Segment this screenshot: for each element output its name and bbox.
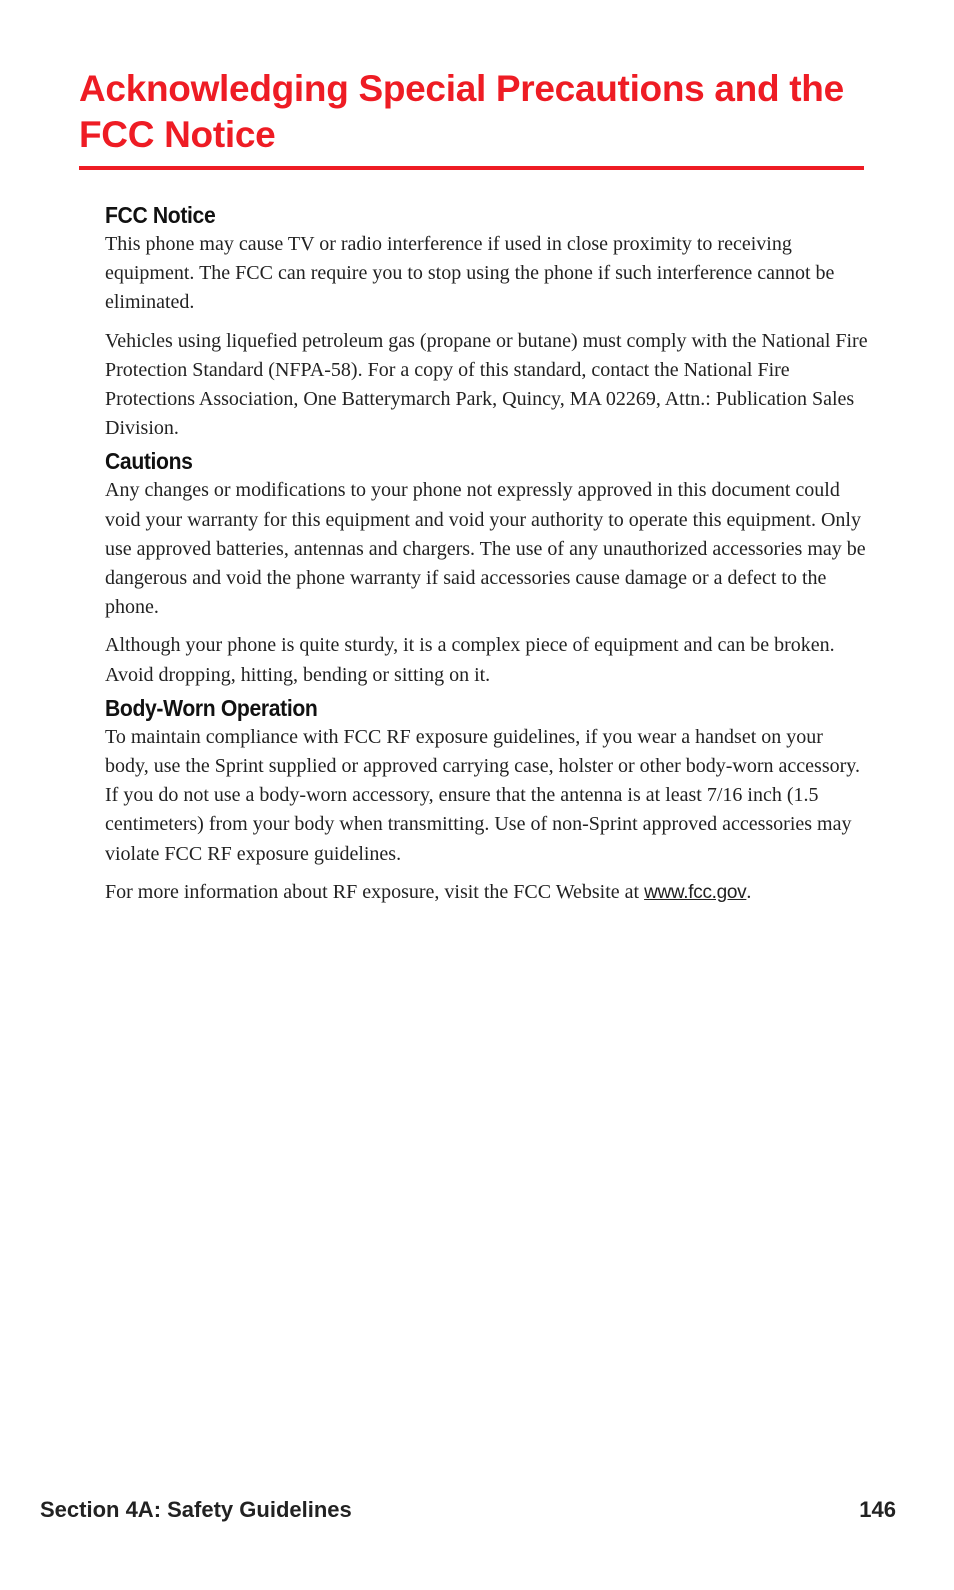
section-heading-cautions: Cautions bbox=[105, 448, 193, 475]
paragraph-text: . bbox=[746, 880, 752, 903]
paragraph: This phone may cause TV or radio interference if used in close proximity to receiving equipment. The FCC can require you to stop using the phone if such interference cannot be eliminated. bbox=[105, 233, 835, 314]
fcc-website-link[interactable]: www.fcc.gov bbox=[644, 881, 747, 903]
paragraph-rf-exposure-info bbox=[105, 878, 870, 907]
section-heading-fcc-notice: FCC Notice bbox=[105, 202, 216, 228]
title-divider bbox=[79, 166, 864, 170]
paragraph: Vehicles using liquefied petroleum gas (propane or butane) must comply with the National Fire Protection Standard (NFPA-58). For a copy of this standard, contact the National Fire Protections Association, One Batterymarch Park, Quincy, MA 02269, Attn.: Publication Sales Division. bbox=[105, 329, 868, 440]
footer-page-number: 146 bbox=[859, 1497, 896, 1522]
paragraph-text: For more information about RF exposure, visit the FCC Website at bbox=[105, 880, 645, 903]
paragraph: To maintain compliance with FCC RF exposure guidelines, if you wear a handset on your body, use the Sprint supplied or approved carrying case, holster or other body-worn accessory. If you do not use a body-worn accessory, ensure that the antenna is at least 7/16 inch (1.5 centimeters) from your body when transmitting. Use of non-Sprint approved accessories may violate FCC RF exposure guidelines. bbox=[105, 725, 860, 865]
section-heading-body-worn-operation: Body-Worn Operation bbox=[105, 694, 318, 721]
paragraph: Any changes or modifications to your phone not expressly approved in this document could void your warranty for this equipment and void your authority to operate this equipment. Only use approved batteries, antennas and chargers. The use of any unauthorized accessories may be dangerous and void the phone warranty if said accessories cause damage or a defect to the phone. bbox=[105, 479, 866, 619]
paragraph: Although your phone is quite sturdy, it is a complex piece of equipment and can be broken. Avoid dropping, hitting, bending or sitting on it. bbox=[105, 634, 835, 686]
page-title: Acknowledging Special Precautions and the FCC Notice bbox=[79, 68, 844, 155]
document-body bbox=[105, 200, 870, 910]
footer-section-label: Section 4A: Safety Guidelines bbox=[40, 1497, 352, 1522]
